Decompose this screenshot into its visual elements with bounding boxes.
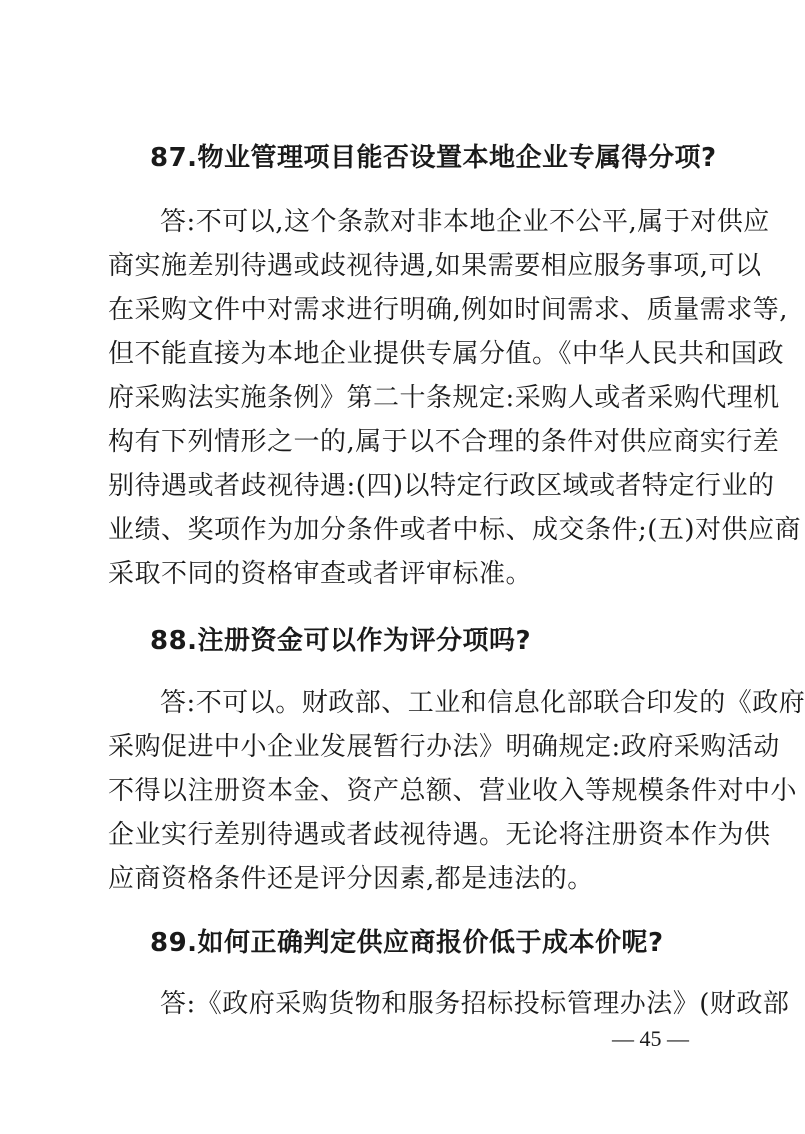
answer-87-line-1: 答:不可以,这个条款对非本地企业不公平,属于对供应	[160, 207, 770, 237]
answer-88-line-3: 不得以注册资本金、资产总额、营业收入等规模条件对中小	[108, 776, 798, 806]
answer-88-line-5: 应商资格条件还是评分因素,都是违法的。	[108, 864, 594, 894]
answer-87-line-5: 府采购法实施条例》第二十条规定:采购人或者采购代理机	[108, 383, 780, 413]
question-88-heading: 88.注册资金可以作为评分项吗?	[150, 626, 532, 656]
answer-88-line-1: 答:不可以。财政部、工业和信息化部联合印发的《政府	[160, 688, 805, 718]
answer-88-line-2: 采购促进中小企业发展暂行办法》明确规定:政府采购活动	[108, 732, 780, 762]
page-number: — 45 —	[612, 1026, 689, 1051]
question-87-heading: 87.物业管理项目能否设置本地企业专属得分项?	[150, 143, 717, 173]
answer-87-line-7: 别待遇或者歧视待遇:(四)以特定行政区域或者特定行业的	[108, 471, 775, 501]
answer-87-line-2: 商实施差别待遇或歧视待遇,如果需要相应服务事项,可以	[108, 251, 762, 281]
answer-87-line-9: 采取不同的资格审查或者评审标准。	[108, 559, 533, 589]
answer-89-line-1: 答:《政府采购货物和服务招标投标管理办法》(财政部	[160, 989, 790, 1019]
answer-87-line-4: 但不能直接为本地企业提供专属分值。《中华人民共和国政	[108, 339, 785, 369]
answer-87-line-6: 构有下列情形之一的,属于以不合理的条件对供应商实行差	[108, 427, 780, 457]
answer-87-line-3: 在采购文件中对需求进行明确,例如时间需求、质量需求等,	[108, 295, 789, 325]
answer-87-line-8: 业绩、奖项作为加分条件或者中标、成交条件;(五)对供应商	[108, 515, 802, 545]
answer-88-line-4: 企业实行差别待遇或者歧视待遇。无论将注册资本作为供	[108, 820, 771, 850]
question-89-heading: 89.如何正确判定供应商报价低于成本价呢?	[150, 928, 664, 958]
